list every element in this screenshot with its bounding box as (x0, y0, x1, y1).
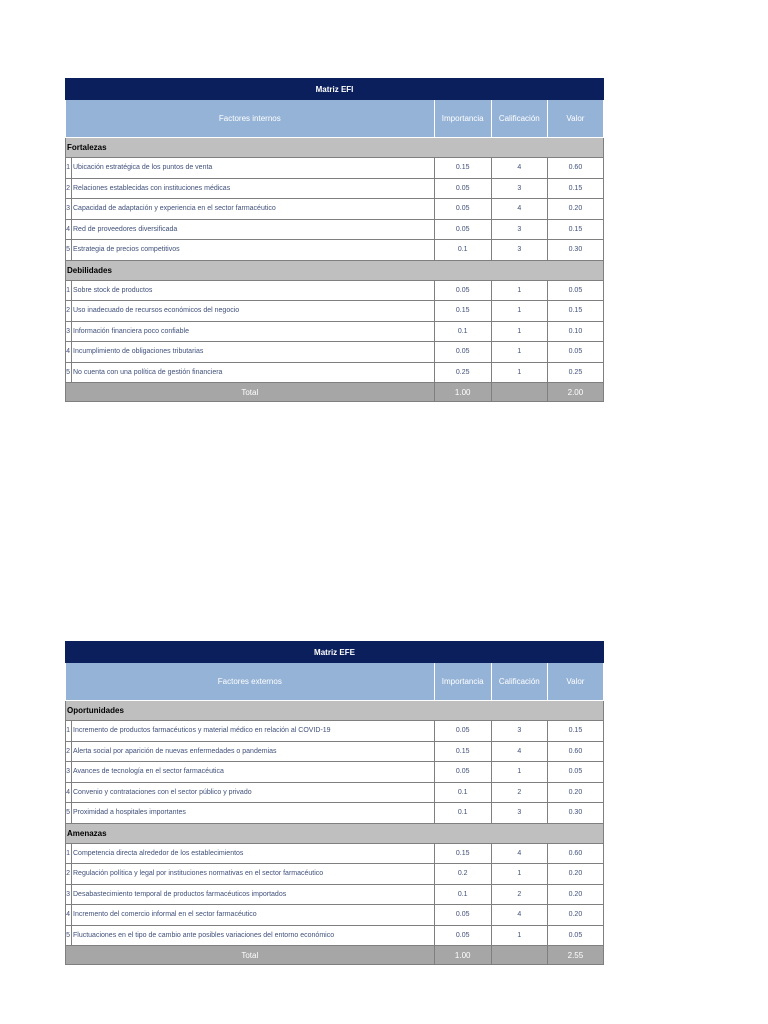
total-label: Total (66, 946, 435, 965)
factor-cell: Ubicación estratégica de los puntos de venta (72, 158, 435, 179)
factor-cell: Desabastecimiento temporal de productos farmacéuticos importados (72, 884, 435, 905)
table-row (66, 843, 604, 864)
total-rating (491, 383, 547, 402)
row-number: 5 (66, 803, 72, 824)
value-cell: 0.20 (547, 782, 603, 803)
row-number: 1 (66, 721, 72, 742)
rating-cell: 4 (491, 199, 547, 220)
importance-cell: 0.15 (434, 843, 491, 864)
value-cell: 0.10 (547, 321, 603, 342)
value-cell: 0.60 (547, 158, 603, 179)
value-cell: 0.60 (547, 843, 603, 864)
row-number: 3 (66, 199, 72, 220)
row-number: 2 (66, 741, 72, 762)
rating-cell: 4 (491, 158, 547, 179)
factor-cell: Avances de tecnología en el sector farmacéutica (72, 762, 435, 783)
rating-cell: 1 (491, 280, 547, 301)
matrix-body (66, 138, 604, 402)
value-cell: 0.30 (547, 803, 603, 824)
section-row (66, 138, 604, 158)
row-number: 4 (66, 782, 72, 803)
rating-cell: 4 (491, 843, 547, 864)
importance-cell: 0.05 (434, 178, 491, 199)
value-cell: 0.05 (547, 280, 603, 301)
value-cell: 0.20 (547, 884, 603, 905)
factor-cell: No cuenta con una política de gestión financiera (72, 362, 435, 383)
importance-cell: 0.15 (434, 741, 491, 762)
row-number: 1 (66, 280, 72, 301)
row-number: 4 (66, 905, 72, 926)
row-number: 5 (66, 925, 72, 946)
factor-cell: Información financiera poco confiable (72, 321, 435, 342)
rating-cell: 2 (491, 782, 547, 803)
matrix-title-row (66, 79, 604, 100)
table-row (66, 178, 604, 199)
efe-matrix-table (65, 641, 604, 965)
importance-cell: 0.05 (434, 199, 491, 220)
row-number: 3 (66, 762, 72, 783)
factor-cell: Alerta social por aparición de nuevas enfermedades o pandemias (72, 741, 435, 762)
row-number: 4 (66, 342, 72, 363)
rating-cell: 4 (491, 905, 547, 926)
table-row (66, 219, 604, 240)
section-row (66, 260, 604, 280)
value-cell: 0.15 (547, 219, 603, 240)
row-number: 3 (66, 321, 72, 342)
section-label: Oportunidades (66, 701, 604, 721)
table-row (66, 905, 604, 926)
table-row (66, 884, 604, 905)
table-row (66, 280, 604, 301)
value-cell: 0.05 (547, 925, 603, 946)
importance-cell: 0.05 (434, 280, 491, 301)
total-rating (491, 946, 547, 965)
row-number: 2 (66, 301, 72, 322)
value-cell: 0.15 (547, 721, 603, 742)
factor-cell: Fluctuaciones en el tipo de cambio ante posibles variaciones del entorno económico (72, 925, 435, 946)
factor-cell: Proximidad a hospitales importantes (72, 803, 435, 824)
factor-cell: Capacidad de adaptación y experiencia en el sector farmacéutico (72, 199, 435, 220)
table-row (66, 362, 604, 383)
row-number: 5 (66, 362, 72, 383)
value-cell: 0.60 (547, 741, 603, 762)
importance-cell: 0.1 (434, 321, 491, 342)
matrix-body (66, 701, 604, 965)
table-row (66, 199, 604, 220)
importance-cell: 0.15 (434, 158, 491, 179)
importance-cell: 0.05 (434, 905, 491, 926)
table-row (66, 782, 604, 803)
rating-cell: 3 (491, 721, 547, 742)
factor-cell: Estrategia de precios competitivos (72, 240, 435, 261)
header-importance: Importancia (434, 100, 491, 138)
header-importance: Importancia (434, 663, 491, 701)
table-row (66, 762, 604, 783)
importance-cell: 0.1 (434, 803, 491, 824)
value-cell: 0.30 (547, 240, 603, 261)
value-cell: 0.25 (547, 362, 603, 383)
table-row (66, 925, 604, 946)
table-row (66, 321, 604, 342)
factor-cell: Uso inadecuado de recursos económicos del negocio (72, 301, 435, 322)
efi-matrix-table (65, 78, 604, 402)
importance-cell: 0.05 (434, 925, 491, 946)
rating-cell: 1 (491, 301, 547, 322)
importance-cell: 0.05 (434, 219, 491, 240)
header-value: Valor (547, 100, 603, 138)
rating-cell: 3 (491, 803, 547, 824)
importance-cell: 0.2 (434, 864, 491, 885)
factor-cell: Sobre stock de productos (72, 280, 435, 301)
row-number: 5 (66, 240, 72, 261)
factor-cell: Convenio y contrataciones con el sector público y privado (72, 782, 435, 803)
section-label: Amenazas (66, 823, 604, 843)
total-value: 2.00 (547, 383, 603, 402)
value-cell: 0.05 (547, 342, 603, 363)
value-cell: 0.20 (547, 864, 603, 885)
table-row (66, 741, 604, 762)
value-cell: 0.20 (547, 905, 603, 926)
header-rating: Calificación (491, 663, 547, 701)
header-factor: Factores internos (66, 100, 435, 138)
factor-cell: Competencia directa alrededor de los establecimientos (72, 843, 435, 864)
factor-cell: Incumplimiento de obligaciones tributarias (72, 342, 435, 363)
header-value: Valor (547, 663, 603, 701)
value-cell: 0.15 (547, 178, 603, 199)
table-row (66, 342, 604, 363)
matrix-header-row (66, 663, 604, 701)
total-row (66, 383, 604, 402)
factor-cell: Regulación política y legal por instituciones normativas en el sector farmacéutico (72, 864, 435, 885)
rating-cell: 3 (491, 178, 547, 199)
matrix-header-row (66, 100, 604, 138)
table-row (66, 301, 604, 322)
rating-cell: 3 (491, 219, 547, 240)
table-row (66, 864, 604, 885)
rating-cell: 1 (491, 342, 547, 363)
importance-cell: 0.05 (434, 762, 491, 783)
row-number: 2 (66, 178, 72, 199)
value-cell: 0.05 (547, 762, 603, 783)
importance-cell: 0.05 (434, 721, 491, 742)
importance-cell: 0.1 (434, 884, 491, 905)
total-label: Total (66, 383, 435, 402)
section-label: Debilidades (66, 260, 604, 280)
importance-cell: 0.25 (434, 362, 491, 383)
factor-cell: Incremento del comercio informal en el sector farmacéutico (72, 905, 435, 926)
importance-cell: 0.1 (434, 782, 491, 803)
table-row (66, 240, 604, 261)
row-number: 3 (66, 884, 72, 905)
rating-cell: 1 (491, 321, 547, 342)
header-rating: Calificación (491, 100, 547, 138)
importance-cell: 0.15 (434, 301, 491, 322)
matrix-title-row (66, 642, 604, 663)
header-factor: Factores externos (66, 663, 435, 701)
matrix-title: Matriz EFI (66, 79, 604, 100)
section-row (66, 701, 604, 721)
row-number: 1 (66, 843, 72, 864)
value-cell: 0.20 (547, 199, 603, 220)
total-importance: 1.00 (434, 946, 491, 965)
value-cell: 0.15 (547, 301, 603, 322)
table-row (66, 721, 604, 742)
rating-cell: 2 (491, 884, 547, 905)
table-row (66, 803, 604, 824)
factor-cell: Incremento de productos farmacéuticos y material médico en relación al COVID-19 (72, 721, 435, 742)
matrix-title: Matriz EFE (66, 642, 604, 663)
total-row (66, 946, 604, 965)
rating-cell: 3 (491, 240, 547, 261)
section-label: Fortalezas (66, 138, 604, 158)
row-number: 4 (66, 219, 72, 240)
importance-cell: 0.1 (434, 240, 491, 261)
total-value: 2.55 (547, 946, 603, 965)
factor-cell: Red de proveedores diversificada (72, 219, 435, 240)
rating-cell: 1 (491, 864, 547, 885)
importance-cell: 0.05 (434, 342, 491, 363)
total-importance: 1.00 (434, 383, 491, 402)
table-row (66, 158, 604, 179)
row-number: 1 (66, 158, 72, 179)
rating-cell: 1 (491, 925, 547, 946)
rating-cell: 4 (491, 741, 547, 762)
row-number: 2 (66, 864, 72, 885)
section-row (66, 823, 604, 843)
factor-cell: Relaciones establecidas con instituciones médicas (72, 178, 435, 199)
rating-cell: 1 (491, 362, 547, 383)
rating-cell: 1 (491, 762, 547, 783)
